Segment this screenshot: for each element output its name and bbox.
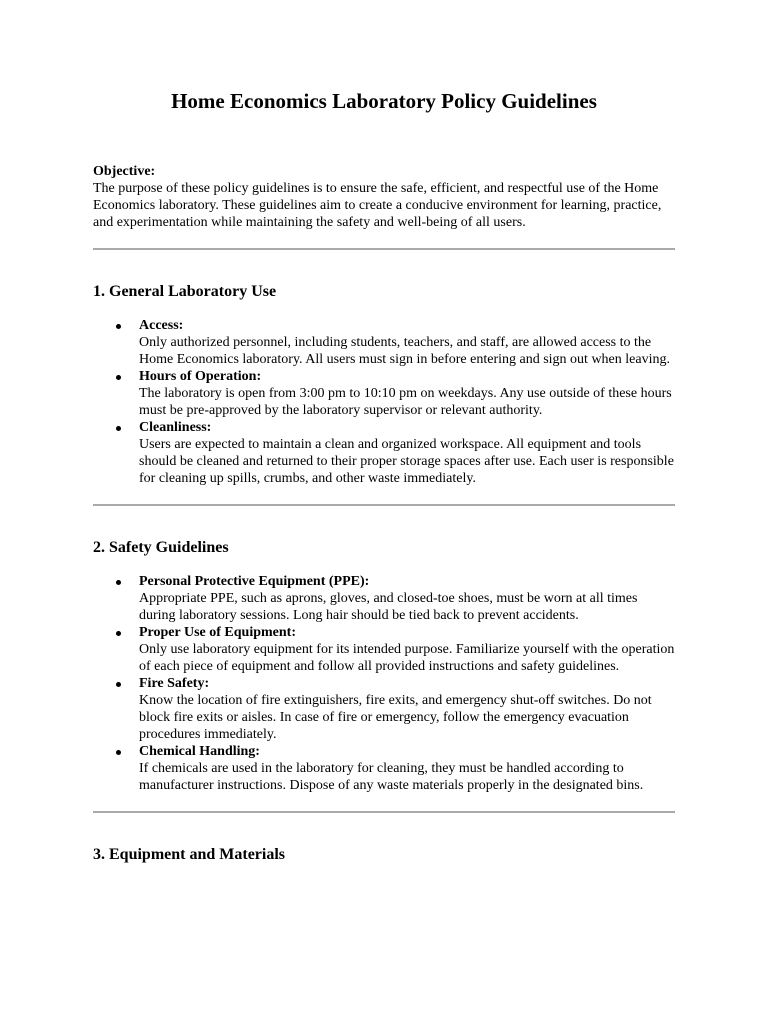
item-label: Fire Safety: <box>139 676 210 691</box>
section-heading-equipment: 3. Equipment and Materials <box>93 846 286 863</box>
item-text: Know the location of fire extinguishers, fire exits, and emergency shut-off switches. Do not block fire exits or aisles. In case of fire or emergency, follow the emergency evacuation procedures immediately. <box>139 693 652 742</box>
section-heading-general-use: 1. General Laboratory Use <box>93 283 277 300</box>
list-item-hours-of-operation <box>93 368 675 419</box>
list-item-proper-use <box>93 624 675 675</box>
document-title: Home Economics Laboratory Policy Guidelines <box>171 89 597 113</box>
item-label: Hours of Operation: <box>139 369 262 384</box>
list-item-cleanliness <box>93 419 675 487</box>
list-item-chemical-handling <box>93 743 675 794</box>
item-text: If chemicals are used in the laboratory for cleaning, they must be handled according to manufacturer instructions. Dispose of any waste materials properly in the designated bins. <box>139 761 644 793</box>
item-label: Personal Protective Equipment (PPE): <box>139 574 370 589</box>
item-text: The laboratory is open from 3:00 pm to 10:10 pm on weekdays. Any use outside of these hours must be pre-approved by the laboratory supervisor or relevant authority. <box>139 386 672 418</box>
item-text: Appropriate PPE, such as aprons, gloves, and closed-toe shoes, must be worn at all times during laboratory sessions. Long hair should be tied back to prevent accidents. <box>139 591 638 623</box>
list-item-fire-safety <box>93 675 675 743</box>
item-label: Access: <box>139 318 184 333</box>
item-text: Only use laboratory equipment for its intended purpose. Familiarize yourself with the operation of each piece of equipment and follow all provided instructions and safety guidelines. <box>139 642 675 674</box>
section-heading-safety: 2. Safety Guidelines <box>93 539 229 556</box>
general-use-list <box>93 317 675 487</box>
objective-text: The purpose of these policy guidelines is to ensure the safe, efficient, and respectful use of the Home Economics laboratory. These guidelines aim to create a conducive environment for learning, practice, and experimentation while maintaining the safety and well-being of all users. <box>93 181 662 230</box>
item-label: Cleanliness: <box>139 420 212 435</box>
list-item-access <box>93 317 675 368</box>
section-divider <box>93 811 675 813</box>
document-body <box>93 163 675 865</box>
item-text: Only authorized personnel, including students, teachers, and staff, are allowed access to the Home Economics laboratory. All users must sign in before entering and sign out when leaving. <box>139 335 670 367</box>
item-text: Users are expected to maintain a clean and organized workspace. All equipment and tools should be cleaned and returned to their proper storage spaces after use. Each user is responsible for cleaning up spills, crumbs, and other waste immediately. <box>139 437 674 486</box>
section-divider <box>93 248 675 250</box>
list-item-ppe <box>93 573 675 624</box>
section-divider <box>93 504 675 506</box>
safety-list <box>93 573 675 794</box>
item-label: Proper Use of Equipment: <box>139 625 296 640</box>
item-label: Chemical Handling: <box>139 744 260 759</box>
objective-label: Objective: <box>93 164 156 179</box>
objective-block <box>93 163 675 231</box>
